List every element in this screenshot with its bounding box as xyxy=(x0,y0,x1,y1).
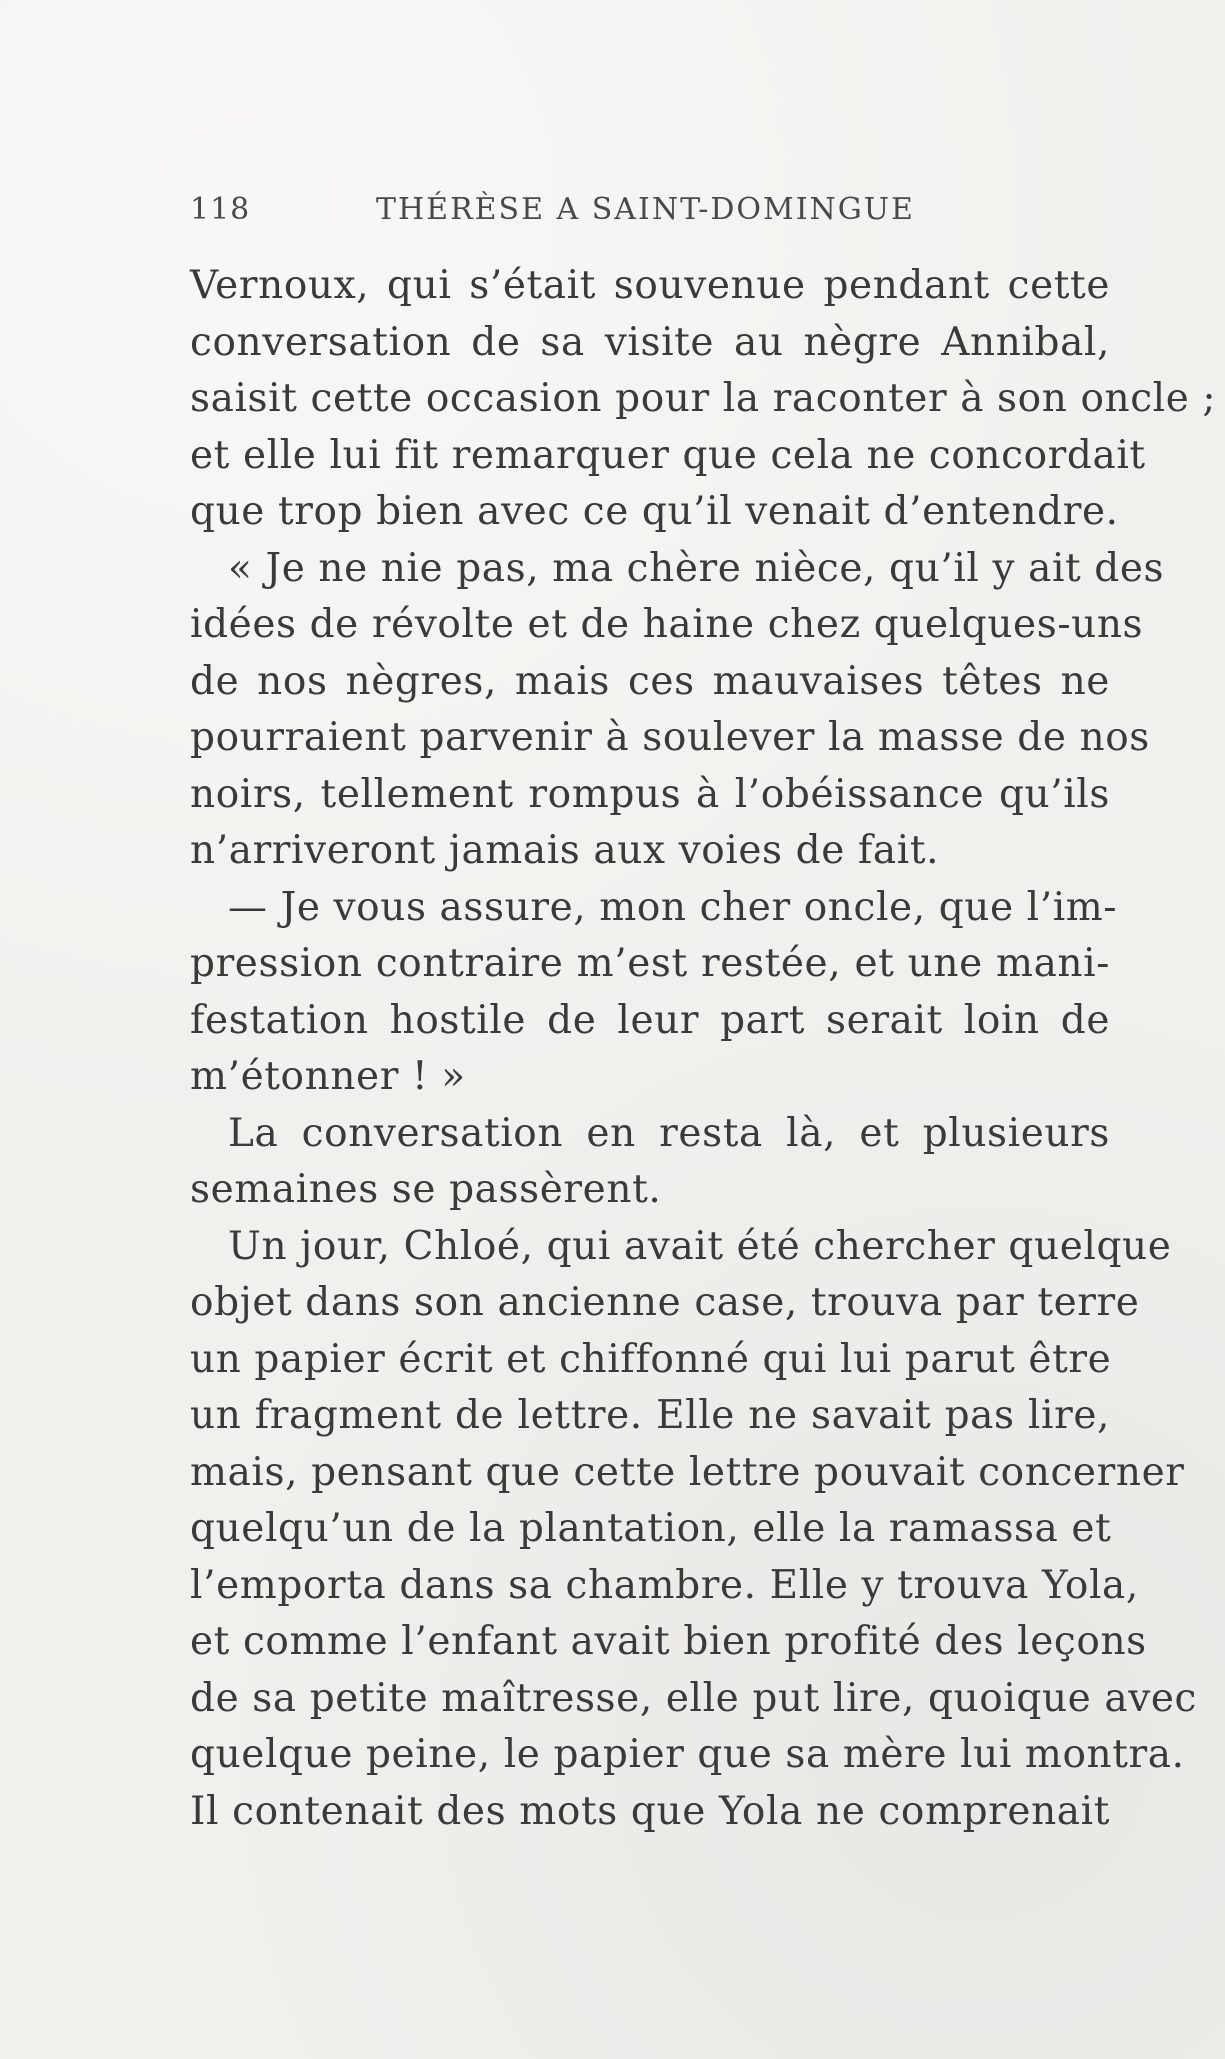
text-line: « Je ne nie pas, ma chère nièce, qu’il y ait des xyxy=(228,545,1165,591)
running-header xyxy=(190,192,1030,236)
text-line: mais, pensant que cette lettre pouvait concerner xyxy=(190,1449,1185,1495)
text-line: que trop bien avec ce qu’il venait d’entendre. xyxy=(190,489,1119,534)
text-line: Vernoux, qui s’était souvenue pendant cette xyxy=(190,263,1110,308)
text-line: de nos nègres, mais ces mauvaises têtes ne xyxy=(190,658,1110,704)
text-line: pourraient parvenir à soulever la masse de nos xyxy=(190,715,1150,760)
text-line: Il contenait des mots que Yola ne comprenait xyxy=(190,1788,1110,1834)
text-line: et comme l’enfant avait bien profité des leçons xyxy=(190,1619,1147,1664)
text-line: idées de révolte et de haine chez quelques-uns xyxy=(190,602,1144,647)
text-line: Un jour, Chloé, qui avait été chercher quelque xyxy=(228,1223,1172,1269)
running-title: THÉRÈSE A SAINT-DOMINGUE xyxy=(376,192,915,227)
text-line: La conversation en resta là, et plusieurs xyxy=(228,1110,1110,1156)
text-line: quelqu’un de la plantation, elle la ramassa et xyxy=(190,1506,1112,1551)
text-line: objet dans son ancienne case, trouva par terre xyxy=(190,1280,1140,1325)
text-line: et elle lui fit remarquer que cela ne concordait xyxy=(190,432,1146,478)
text-line: m’étonner ! » xyxy=(190,1054,466,1099)
text-line: un papier écrit et chiffonné qui lui parut être xyxy=(190,1336,1112,1382)
text-line: l’emporta dans sa chambre. Elle y trouva Yola, xyxy=(190,1562,1139,1608)
text-line: pression contraire m’est restée, et une mani- xyxy=(190,941,1110,986)
body-text xyxy=(190,258,1217,1840)
text-line: quelque peine, le papier que sa mère lui montra. xyxy=(190,1732,1185,1777)
text-line: semaines se passèrent. xyxy=(190,1167,662,1212)
text-line: noirs, tellement rompus à l’obéissance qu’ils xyxy=(190,771,1110,817)
text-line: — Je vous assure, mon cher oncle, que l’im- xyxy=(228,884,1118,930)
page-number: 118 xyxy=(190,192,251,227)
text-line: saisit cette occasion pour la raconter à son oncle ; xyxy=(190,376,1217,421)
text-line: n’arriveront jamais aux voies de fait. xyxy=(190,828,940,873)
text-line: un fragment de lettre. Elle ne savait pas lire, xyxy=(190,1393,1110,1438)
text-line: festation hostile de leur part serait loin de xyxy=(190,997,1110,1043)
text-line: de sa petite maîtresse, elle put lire, quoique avec xyxy=(190,1675,1197,1721)
text-line: conversation de sa visite au nègre Annibal, xyxy=(190,319,1110,365)
